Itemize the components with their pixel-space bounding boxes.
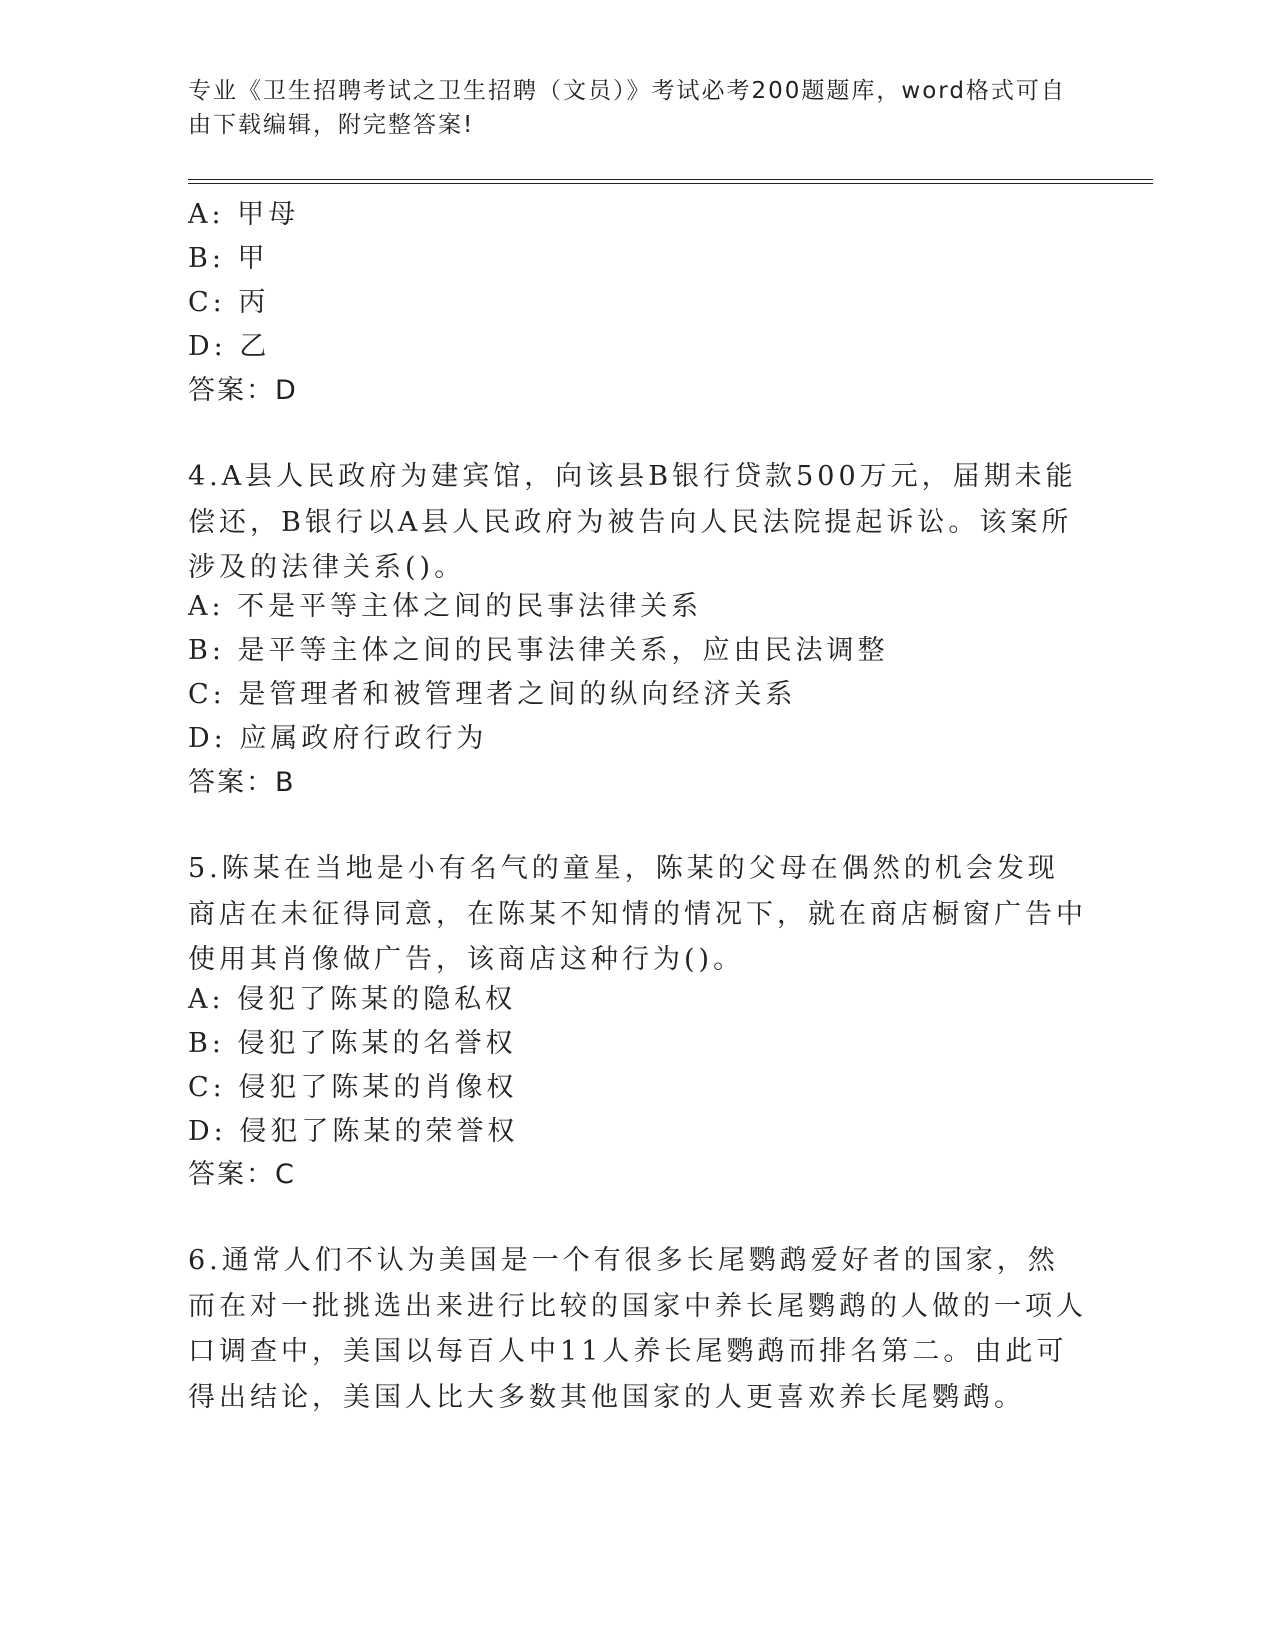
q5-answer: 答案：C [188, 1159, 296, 1190]
q5-question: 5.陈某在当地是小有名气的童星，陈某的父母在偶然的机会发现商店在未征得同意，在陈某不知情的情况下，就在商店橱窗广告中使用其肖像做广告，该商店这种行为()。 [188, 853, 1087, 975]
header-rule-top [188, 179, 1153, 180]
q3-option-c: C: 丙 [188, 287, 270, 318]
q5-option-b: B: 侵犯了陈某的名誉权 [188, 1028, 517, 1059]
q5-option-c: C: 侵犯了陈某的肖像权 [188, 1072, 518, 1103]
q3-option-d: D: 乙 [188, 331, 271, 362]
q4-option-b: B: 是平等主体之间的民事法律关系，应由民法调整 [188, 635, 889, 666]
document-header: 专业《卫生招聘考试之卫生招聘（文员）》考试必考200题题库，word格式可自由下载编辑，附完整答案! [188, 78, 1066, 138]
q6-question: 6.通常人们不认为美国是一个有很多长尾鹦鹉爱好者的国家，然而在对一批挑选出来进行比较的国家中养长尾鹦鹉的人做的一项人口调查中，美国以每百人中11人养长尾鹦鹉而排名第二。由此可得出结论，美国人比大多数其他国家的人更喜欢养长尾鹦鹉。 [188, 1245, 1087, 1413]
q5-option-a: A: 侵犯了陈某的隐私权 [188, 984, 517, 1015]
q5-option-d: D: 侵犯了陈某的荣誉权 [188, 1116, 519, 1147]
q3-option-a: A: 甲母 [188, 199, 300, 230]
q4-option-c: C: 是管理者和被管理者之间的纵向经济关系 [188, 679, 797, 710]
q4-option-d: D: 应属政府行政行为 [188, 723, 488, 754]
q3-option-b: B: 甲 [188, 243, 269, 274]
q4-option-a: A: 不是平等主体之间的民事法律关系 [188, 591, 703, 622]
header-rule-bottom [188, 183, 1153, 184]
q4-answer: 答案：B [188, 767, 296, 798]
q3-answer: 答案：D [188, 375, 298, 406]
q4-question: 4.A县人民政府为建宾馆，向该县B银行贷款500万元，届期未能偿还，B银行以A县人民政府为被告向人民法院提起诉讼。该案所涉及的法律关系()。 [188, 461, 1077, 583]
